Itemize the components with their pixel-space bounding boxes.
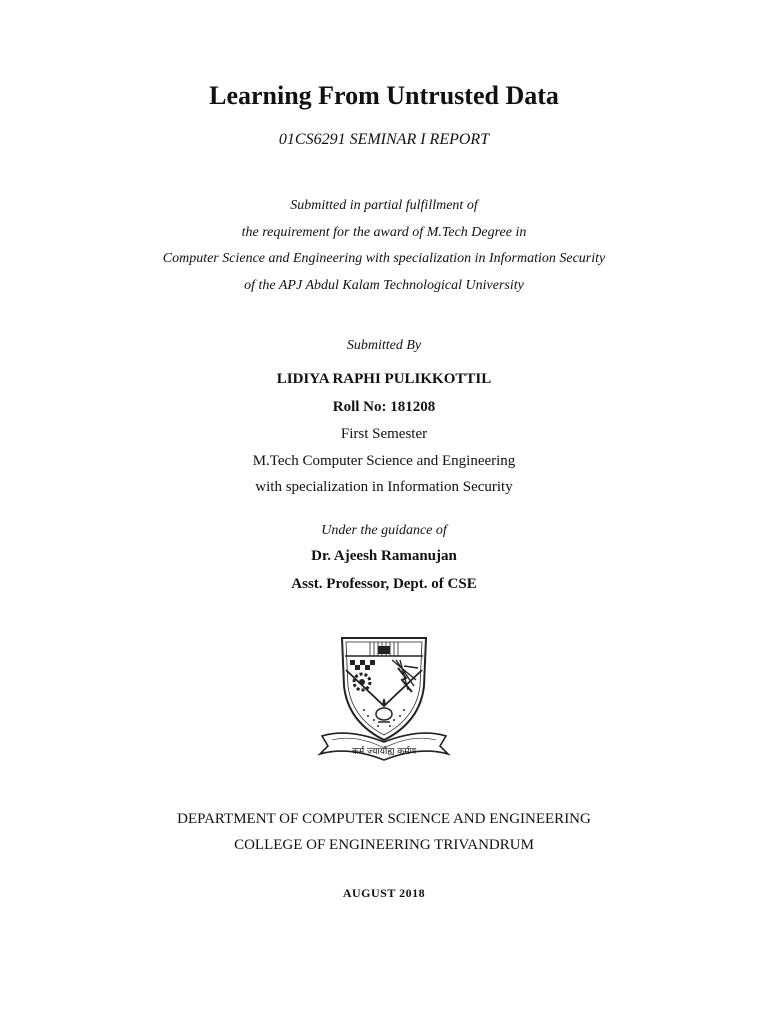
- submission-line-4: of the APJ Abdul Kalam Technological University: [244, 278, 524, 293]
- submission-line-2: the requirement for the award of M.Tech Degree in: [241, 225, 527, 240]
- course-code: 01CS6291 SEMINAR I REPORT: [278, 131, 490, 148]
- submission-line-1: Submitted in partial fulfillment of: [290, 198, 478, 213]
- date: AUGUST 2018: [342, 886, 426, 900]
- college: COLLEGE OF ENGINEERING TRIVANDRUM: [234, 837, 534, 853]
- student-name: LIDIYA RAPHI PULIKKOTTIL: [276, 371, 492, 387]
- submitted-by-label: Submitted By: [346, 338, 422, 353]
- department: DEPARTMENT OF COMPUTER SCIENCE AND ENGINEERING: [177, 811, 591, 827]
- roll-number: Roll No: 181208: [332, 399, 436, 415]
- emblem-motto: कर्म ज्यायोह्य कर्मण: [351, 747, 417, 757]
- report-title: Learning From Untrusted Data: [209, 81, 559, 110]
- program: M.Tech Computer Science and Engineering: [252, 453, 516, 469]
- guidance-label: Under the guidance of: [321, 523, 447, 538]
- guide-designation: Asst. Professor, Dept. of CSE: [291, 576, 477, 592]
- semester: First Semester: [340, 426, 428, 442]
- submission-line-3: Computer Science and Engineering with specialization in Information Security: [162, 251, 606, 266]
- specialization: with specialization in Information Security: [255, 479, 513, 495]
- guide-name: Dr. Ajeesh Ramanujan: [311, 548, 457, 564]
- college-emblem: [308, 624, 460, 770]
